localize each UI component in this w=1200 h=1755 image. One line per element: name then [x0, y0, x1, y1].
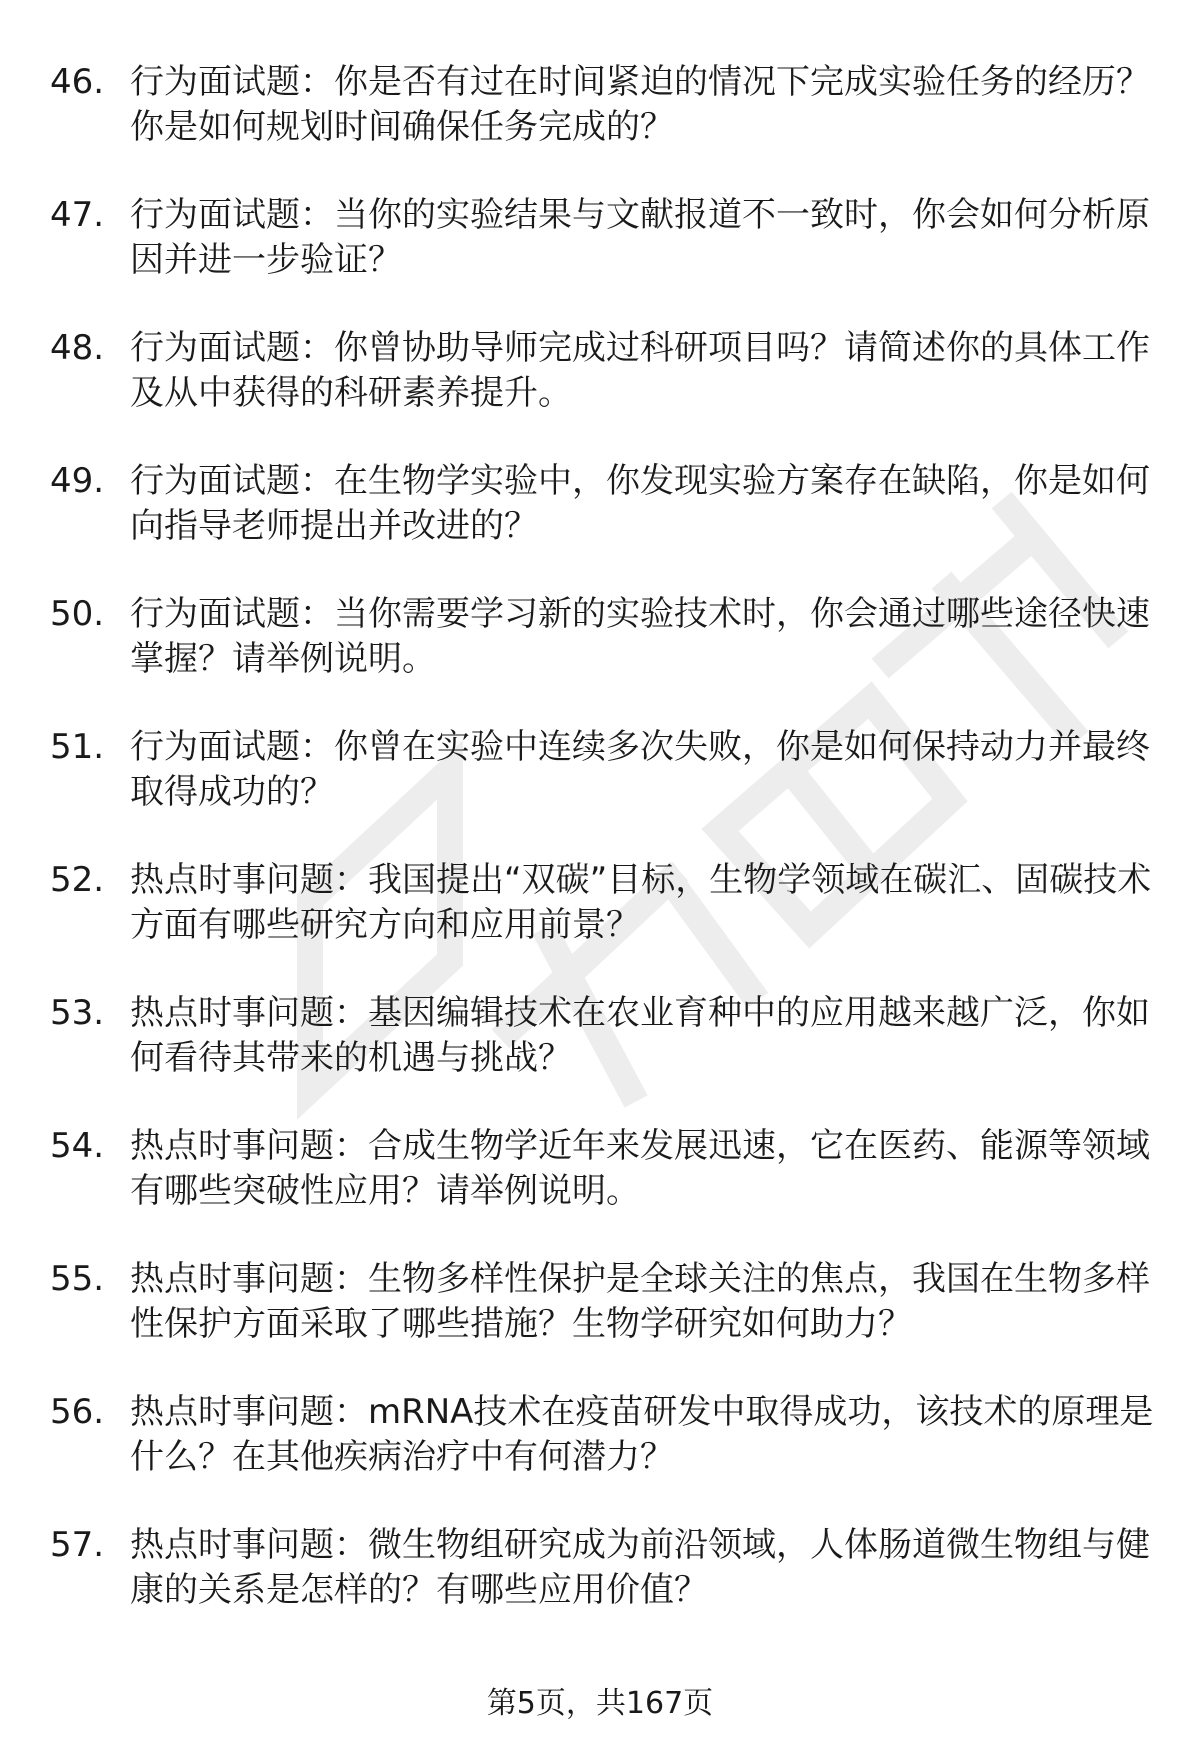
- question-number: 56.: [50, 1392, 105, 1432]
- question-number: 47.: [50, 195, 105, 235]
- question-text: 热点时事问题：合成生物学近年来发展迅速，它在医药、能源等领域有哪些突破性应用？请举例说明。: [130, 1126, 1150, 1211]
- question-text: 行为面试题：你曾在实验中连续多次失败，你是如何保持动力并最终取得成功的？: [130, 727, 1150, 812]
- question-item-52: [50, 858, 1160, 991]
- question-list: [50, 60, 1160, 1656]
- question-number: 48.: [50, 328, 105, 368]
- question-number: 57.: [50, 1525, 105, 1565]
- question-item-47: [50, 193, 1160, 326]
- question-number: 49.: [50, 461, 105, 501]
- page-number-footer: 第5页，共167页: [486, 1686, 714, 1721]
- question-number: 50.: [50, 594, 105, 634]
- question-item-48: [50, 326, 1160, 459]
- question-text: 行为面试题：当你的实验结果与文献报道不一致时，你会如何分析原因并进一步验证？: [130, 195, 1150, 280]
- question-text: 行为面试题：在生物学实验中，你发现实验方案存在缺陷，你是如何向指导老师提出并改进的？: [130, 461, 1150, 546]
- question-item-51: [50, 725, 1160, 858]
- question-item-49: [50, 459, 1160, 592]
- question-text: 热点时事问题：mRNA技术在疫苗研发中取得成功，该技术的原理是什么？在其他疾病治疗中有何潜力？: [130, 1392, 1154, 1477]
- question-item-53: [50, 991, 1160, 1124]
- question-number: 55.: [50, 1259, 105, 1299]
- question-item-55: [50, 1257, 1160, 1390]
- question-text: 行为面试题：你是否有过在时间紧迫的情况下完成实验任务的经历？你是如何规划时间确保任务完成的？: [130, 62, 1150, 147]
- question-item-46: [50, 60, 1160, 193]
- question-number: 54.: [50, 1126, 105, 1166]
- question-item-54: [50, 1124, 1160, 1257]
- question-text: 热点时事问题：我国提出“双碳”目标，生物学领域在碳汇、固碳技术方面有哪些研究方向和应用前景？: [130, 860, 1152, 945]
- question-text: 行为面试题：当你需要学习新的实验技术时，你会通过哪些途径快速掌握？请举例说明。: [130, 594, 1150, 679]
- question-number: 46.: [50, 62, 105, 102]
- question-item-50: [50, 592, 1160, 725]
- question-number: 51.: [50, 727, 105, 767]
- question-number: 53.: [50, 993, 105, 1033]
- question-text: 行为面试题：你曾协助导师完成过科研项目吗？请简述你的具体工作及从中获得的科研素养提升。: [130, 328, 1150, 413]
- question-item-56: [50, 1390, 1160, 1523]
- question-text: 热点时事问题：微生物组研究成为前沿领域，人体肠道微生物组与健康的关系是怎样的？有哪些应用价值？: [130, 1525, 1150, 1610]
- question-item-57: [50, 1523, 1160, 1656]
- question-text: 热点时事问题：基因编辑技术在农业育种中的应用越来越广泛，你如何看待其带来的机遇与挑战？: [130, 993, 1150, 1078]
- question-text: 热点时事问题：生物多样性保护是全球关注的焦点，我国在生物多样性保护方面采取了哪些措施？生物学研究如何助力？: [130, 1259, 1150, 1344]
- question-number: 52.: [50, 860, 105, 900]
